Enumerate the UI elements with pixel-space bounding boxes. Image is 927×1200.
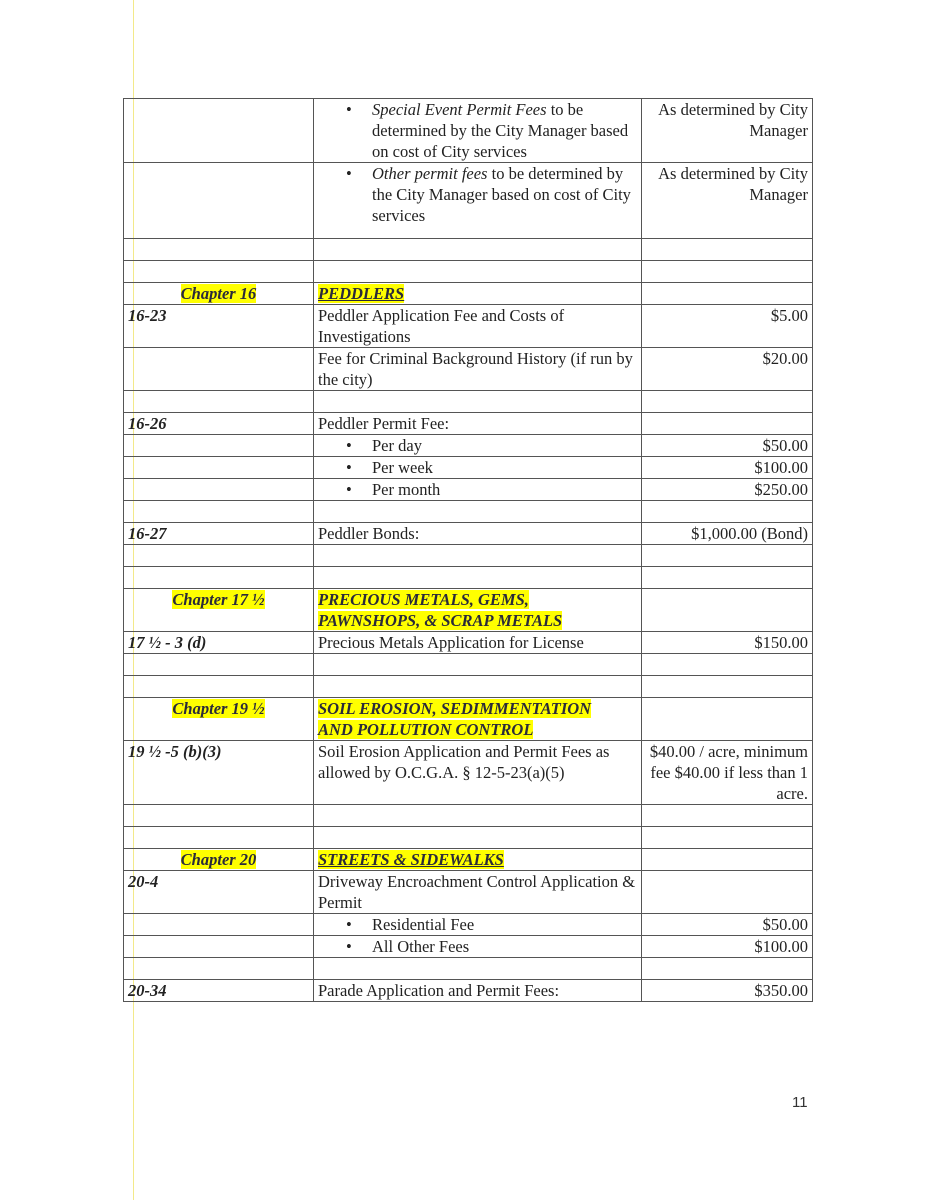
table-row [124, 871, 813, 914]
amount-cell: $20.00 [642, 348, 813, 391]
description-cell: Soil Erosion Application and Permit Fees as allowed by O.C.G.A. § 12-5-23(a)(5) [314, 741, 642, 805]
table-row [124, 523, 813, 545]
chapter-title-cell [314, 589, 642, 632]
table-row [124, 163, 813, 239]
table-row [124, 479, 813, 501]
chapter-cell [124, 589, 314, 632]
description-cell [314, 435, 642, 457]
bullet-icon: • [346, 937, 352, 956]
amount-cell: $1,000.00 (Bond) [642, 523, 813, 545]
bullet-icon: • [346, 164, 352, 183]
blank-row [124, 827, 813, 849]
section-cell: 20-34 [124, 980, 314, 1002]
bullet-icon: • [346, 436, 352, 455]
amount-cell: $250.00 [642, 479, 813, 501]
section-cell [124, 348, 314, 391]
amount-cell: $50.00 [642, 914, 813, 936]
chapter-label: Chapter 17 ½ [172, 590, 265, 609]
fee-description: Per day [372, 436, 422, 455]
description-cell: Fee for Criminal Background History (if run by the city) [314, 348, 642, 391]
chapter-row [124, 849, 813, 871]
amount-cell: $100.00 [642, 936, 813, 958]
fee-description: Per week [372, 458, 433, 477]
description-cell [314, 457, 642, 479]
bullet-icon: • [346, 915, 352, 934]
chapter-row [124, 283, 813, 305]
amount-cell: $350.00 [642, 980, 813, 1002]
section-cell: 17 ½ - 3 (d) [124, 632, 314, 654]
table-row [124, 305, 813, 348]
chapter-row [124, 589, 813, 632]
amount-cell: $100.00 [642, 457, 813, 479]
chapter-cell [124, 283, 314, 305]
chapter-title-cell [314, 849, 642, 871]
chapter-label: Chapter 20 [180, 850, 257, 869]
section-cell [124, 163, 314, 239]
chapter-title: STREETS & SIDEWALKS [318, 850, 504, 869]
description-cell [314, 163, 642, 239]
table-row [124, 435, 813, 457]
fee-description: Per month [372, 480, 441, 499]
fee-description: All Other Fees [372, 937, 470, 956]
amount-cell: $150.00 [642, 632, 813, 654]
chapter-label: Chapter 19 ½ [172, 699, 265, 718]
description-cell: Peddler Bonds: [314, 523, 642, 545]
blank-row [124, 654, 813, 676]
bullet-icon: • [346, 458, 352, 477]
section-cell: 19 ½ -5 (b)(3) [124, 741, 314, 805]
amount-cell: As determined by City Manager [642, 163, 813, 239]
description-cell [314, 936, 642, 958]
fee-description: Residential Fee [372, 915, 475, 934]
section-cell: 20-4 [124, 871, 314, 914]
bullet-icon: • [346, 480, 352, 499]
chapter-cell [124, 698, 314, 741]
amount-cell: $5.00 [642, 305, 813, 348]
chapter-cell [124, 849, 314, 871]
table-row [124, 457, 813, 479]
chapter-title-line2: AND POLLUTION CONTROL [318, 720, 534, 739]
table-row [124, 99, 813, 163]
description-cell [314, 914, 642, 936]
blank-row [124, 958, 813, 980]
table-row [124, 348, 813, 391]
blank-row [124, 545, 813, 567]
chapter-row [124, 698, 813, 741]
fee-description: to be determined by the City Manager based on cost of City services [372, 164, 631, 225]
blank-row [124, 676, 813, 698]
table-row [124, 936, 813, 958]
description-cell: Peddler Application Fee and Costs of Investigations [314, 305, 642, 348]
page-number: 11 [792, 1094, 808, 1111]
table-row [124, 741, 813, 805]
blank-row [124, 501, 813, 523]
description-cell: Precious Metals Application for License [314, 632, 642, 654]
fee-schedule-table [123, 98, 813, 1002]
fee-name: Other permit fees [372, 164, 488, 183]
blank-row [124, 261, 813, 283]
amount-cell: $40.00 / acre, minimum fee $40.00 if less than 1 acre. [642, 741, 813, 805]
table-row [124, 914, 813, 936]
blank-row [124, 391, 813, 413]
chapter-label: Chapter 16 [180, 284, 257, 303]
section-cell [124, 99, 314, 163]
chapter-title-line2: PAWNSHOPS, & SCRAP METALS [318, 611, 563, 630]
section-cell: 16-27 [124, 523, 314, 545]
fee-name: Special Event Permit Fees [372, 100, 547, 119]
chapter-title-line1: PRECIOUS METALS, GEMS, [318, 590, 529, 609]
table-row [124, 980, 813, 1002]
chapter-title-cell [314, 698, 642, 741]
amount-cell: As determined by City Manager [642, 99, 813, 163]
description-cell: Driveway Encroachment Control Application & Permit [314, 871, 642, 914]
blank-row [124, 805, 813, 827]
table-row [124, 413, 813, 435]
section-cell: 16-26 [124, 413, 314, 435]
description-cell [314, 99, 642, 163]
fee-description: to be determined by the City Manager based on cost of City services [372, 100, 629, 161]
blank-row [124, 567, 813, 589]
description-cell: Peddler Permit Fee: [314, 413, 642, 435]
table-row [124, 632, 813, 654]
description-cell [314, 479, 642, 501]
description-cell: Parade Application and Permit Fees: [314, 980, 642, 1002]
chapter-title-line1: SOIL EROSION, SEDIMMENTATION [318, 699, 592, 718]
bullet-icon: • [346, 100, 352, 119]
blank-row [124, 239, 813, 261]
chapter-title-cell [314, 283, 642, 305]
section-cell: 16-23 [124, 305, 314, 348]
chapter-title: PEDDLERS [318, 284, 405, 303]
amount-cell: $50.00 [642, 435, 813, 457]
